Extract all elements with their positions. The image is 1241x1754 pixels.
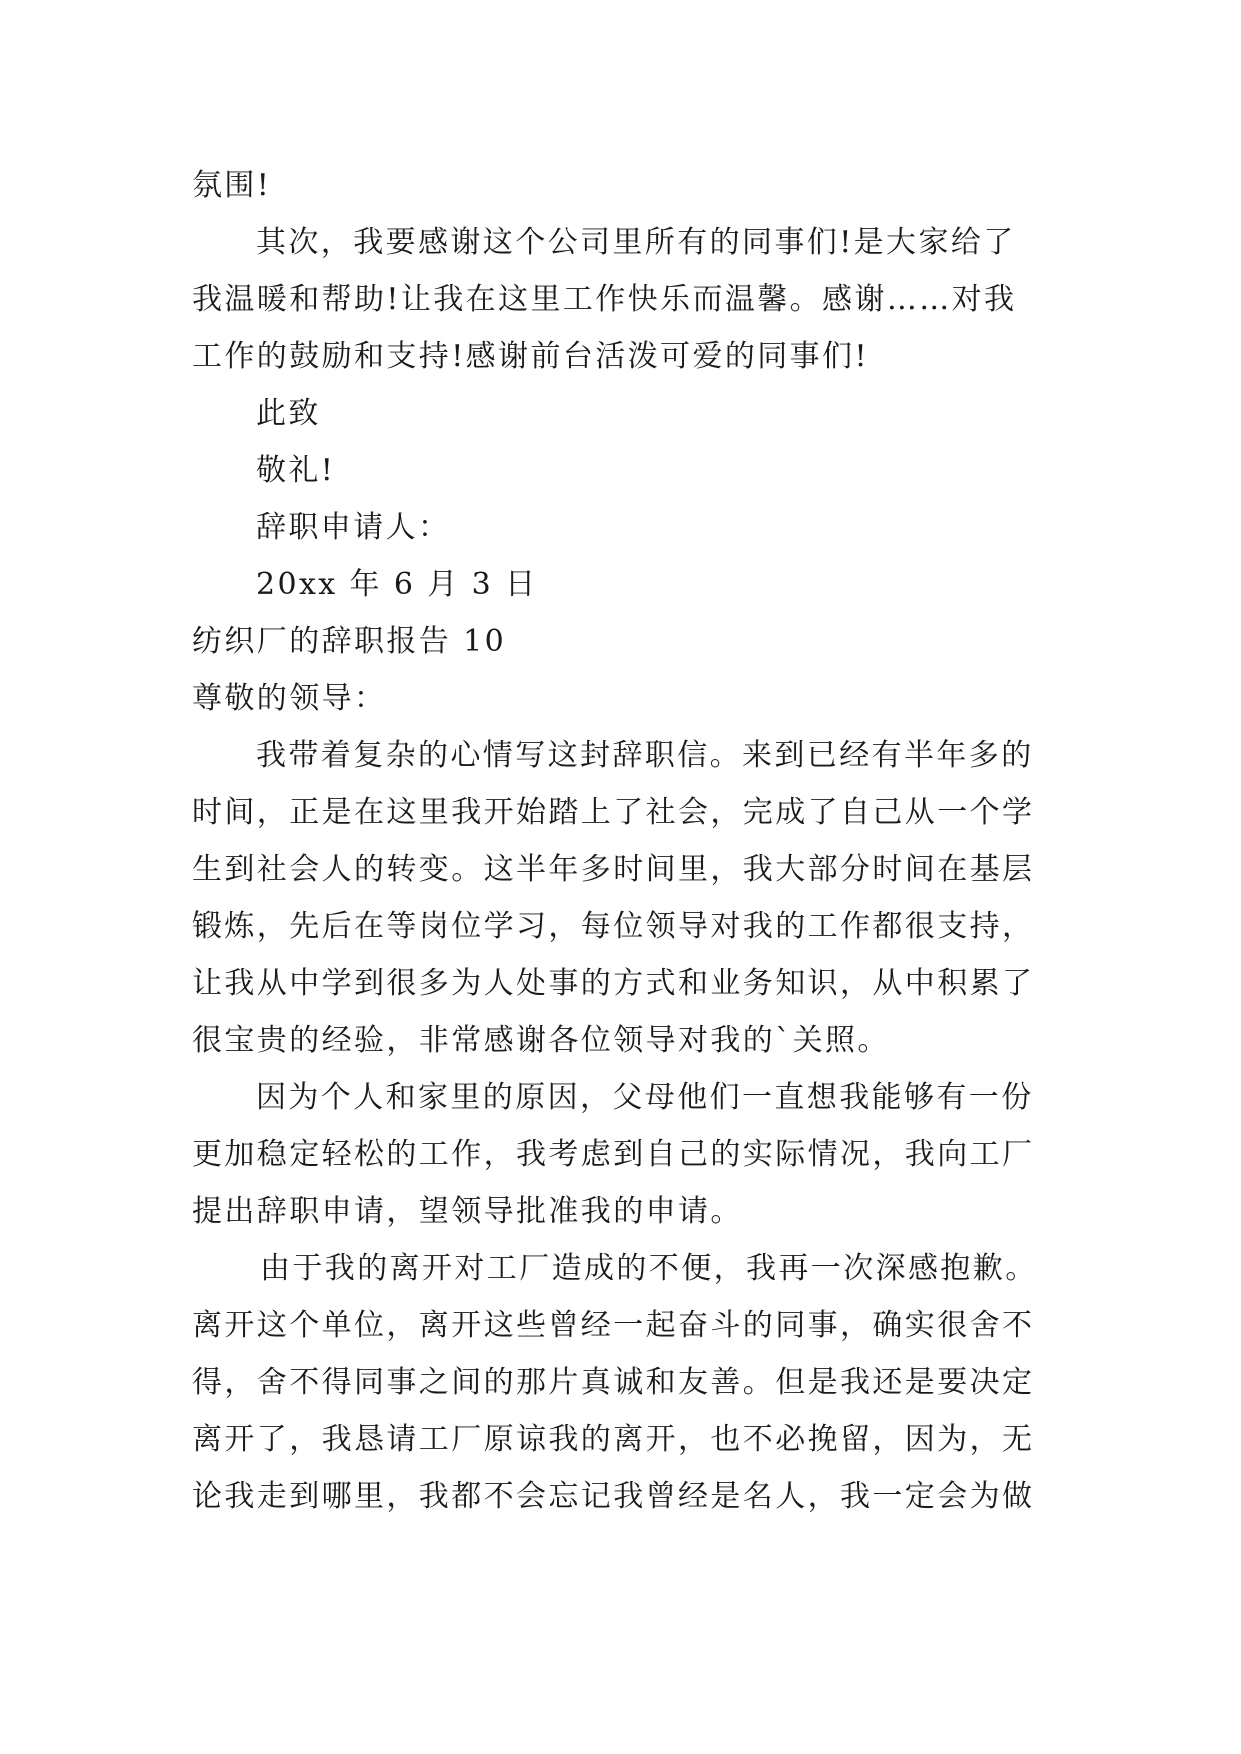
letter-date: 20xx 年 6 月 3 日 xyxy=(256,567,538,602)
text-line: 提出辞职申请，望领导批准我的申请。 xyxy=(192,1194,743,1229)
applicant-label: 辞职申请人： xyxy=(256,510,451,545)
text-line: 更加稳定轻松的工作，我考虑到自己的实际情况，我向工厂 xyxy=(192,1137,1035,1172)
section-title: 纺织厂的辞职报告 10 xyxy=(192,624,507,659)
text-line: 论我走到哪里，我都不会忘记我曾经是名人，我一定会为做 xyxy=(192,1479,1035,1514)
text-line: 离开了，我恳请工厂原谅我的离开，也不必挽留，因为，无 xyxy=(192,1422,1035,1457)
closing-salutation: 此致 xyxy=(256,396,321,431)
text-line: 我温暖和帮助!让我在这里工作快乐而温馨。感谢……对我 xyxy=(192,282,1017,317)
text-line: 生到社会人的转变。这半年多时间里，我大部分时间在基层 xyxy=(192,852,1035,887)
text-line: 时间，正是在这里我开始踏上了社会，完成了自己从一个学 xyxy=(192,795,1035,830)
text-line: 氛围! xyxy=(192,168,272,203)
text-line: 很宝贵的经验，非常感谢各位领导对我的`关照。 xyxy=(192,1023,890,1058)
text-line: 离开这个单位，离开这些曾经一起奋斗的同事，确实很舍不 xyxy=(192,1308,1035,1343)
paragraph-line: 我带着复杂的心情写这封辞职信。来到已经有半年多的 xyxy=(256,738,1034,773)
text-line: 得，舍不得同事之间的那片真诚和友善。但是我还是要决定 xyxy=(192,1365,1035,1400)
paragraph-line: 由于我的离开对工厂造成的不便，我再一次深感抱歉。 xyxy=(260,1251,1038,1286)
paragraph-line: 因为个人和家里的原因，父母他们一直想我能够有一份 xyxy=(256,1080,1034,1115)
paragraph-line: 其次，我要感谢这个公司里所有的同事们!是大家给了 xyxy=(256,225,1016,260)
text-line: 锻炼，先后在等岗位学习，每位领导对我的工作都很支持， xyxy=(192,909,1035,944)
text-line: 让我从中学到很多为人处事的方式和业务知识，从中积累了 xyxy=(192,966,1035,1001)
closing-regards: 敬礼! xyxy=(256,453,336,488)
greeting: 尊敬的领导： xyxy=(192,681,387,716)
text-line: 工作的鼓励和支持!感谢前台活泼可爱的同事们! xyxy=(192,339,869,374)
